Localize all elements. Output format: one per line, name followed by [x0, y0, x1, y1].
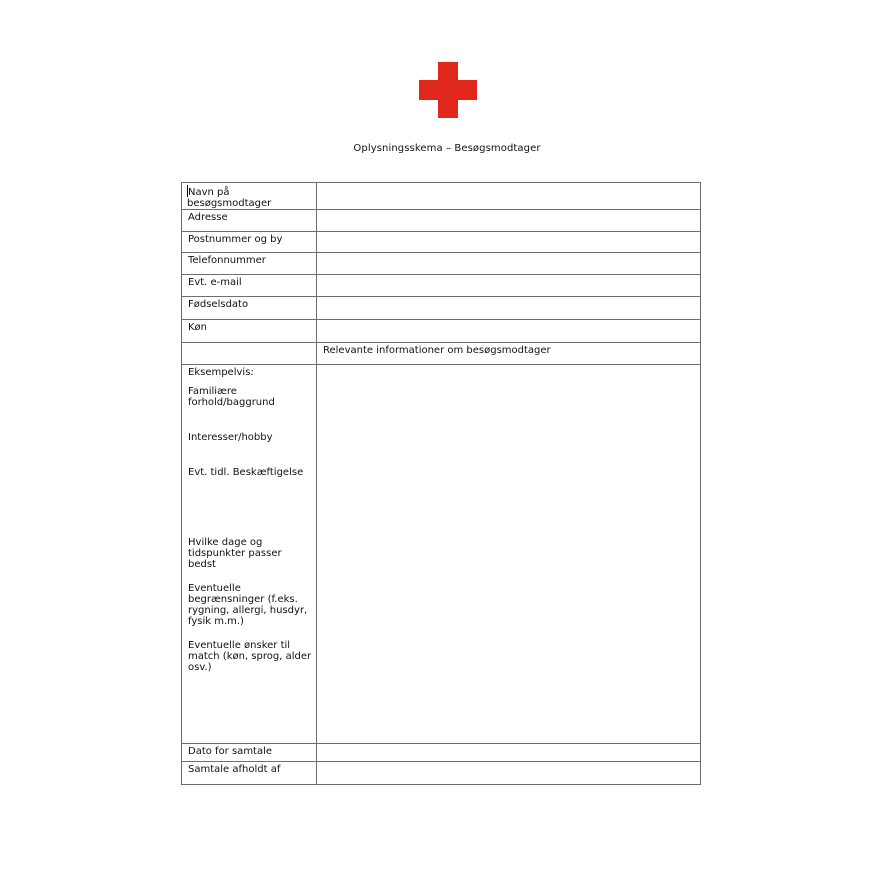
form-row-interview-date [182, 744, 701, 762]
info-field[interactable] [317, 365, 701, 744]
name-field[interactable] [317, 183, 701, 210]
hint-availability: Hvilke dage og tidspunkter passer bedst [188, 537, 282, 570]
info-label: Eksempelvis: [188, 367, 254, 378]
hint-restrictions: Eventuelle begrænsninger (f.eks. rygning, allergi, husdyr, fysik m.m.) [188, 583, 308, 627]
red-cross-logo [419, 62, 477, 118]
info-row [182, 365, 701, 744]
info-examples-cell [182, 365, 317, 744]
hint-occupation: Evt. tidl. Beskæftigelse [188, 467, 304, 478]
gender-field[interactable] [317, 320, 701, 343]
form-row-birthdate [182, 297, 701, 320]
interview-date-label: Dato for samtale [182, 744, 317, 762]
interview-date-field[interactable] [317, 744, 701, 762]
hint-match-wishes: Eventuelle ønsker til match (køn, sprog, alder osv.) [188, 640, 312, 673]
email-field[interactable] [317, 275, 701, 297]
birthdate-label: Fødselsdato [182, 297, 317, 320]
name-label: Navn på besøgsmodtager [182, 183, 317, 210]
page-title: Oplysningsskema – Besøgsmodtager [353, 143, 541, 154]
info-header: Relevante informationer om besøgsmodtager [317, 343, 701, 365]
form-row-interviewer [182, 762, 701, 785]
form-row-gender [182, 320, 701, 343]
form-row-email [182, 275, 701, 297]
info-form-table [181, 182, 701, 785]
birthdate-field[interactable] [317, 297, 701, 320]
form-row-address [182, 210, 701, 232]
info-header-row [182, 343, 701, 365]
form-row-name [182, 183, 701, 210]
postal-field[interactable] [317, 232, 701, 253]
form-row-phone [182, 253, 701, 275]
phone-label: Telefonnummer [182, 253, 317, 275]
gender-label: Køn [182, 320, 317, 343]
interviewer-label: Samtale afholdt af [182, 762, 317, 785]
info-header-empty-cell [182, 343, 317, 365]
address-field[interactable] [317, 210, 701, 232]
email-label: Evt. e-mail [182, 275, 317, 297]
phone-field[interactable] [317, 253, 701, 275]
form-row-postal [182, 232, 701, 253]
postal-label: Postnummer og by [182, 232, 317, 253]
hint-interests: Interesser/hobby [188, 432, 273, 443]
address-label: Adresse [182, 210, 317, 232]
hint-family: Familiære forhold/baggrund [188, 386, 275, 408]
interviewer-field[interactable] [317, 762, 701, 785]
